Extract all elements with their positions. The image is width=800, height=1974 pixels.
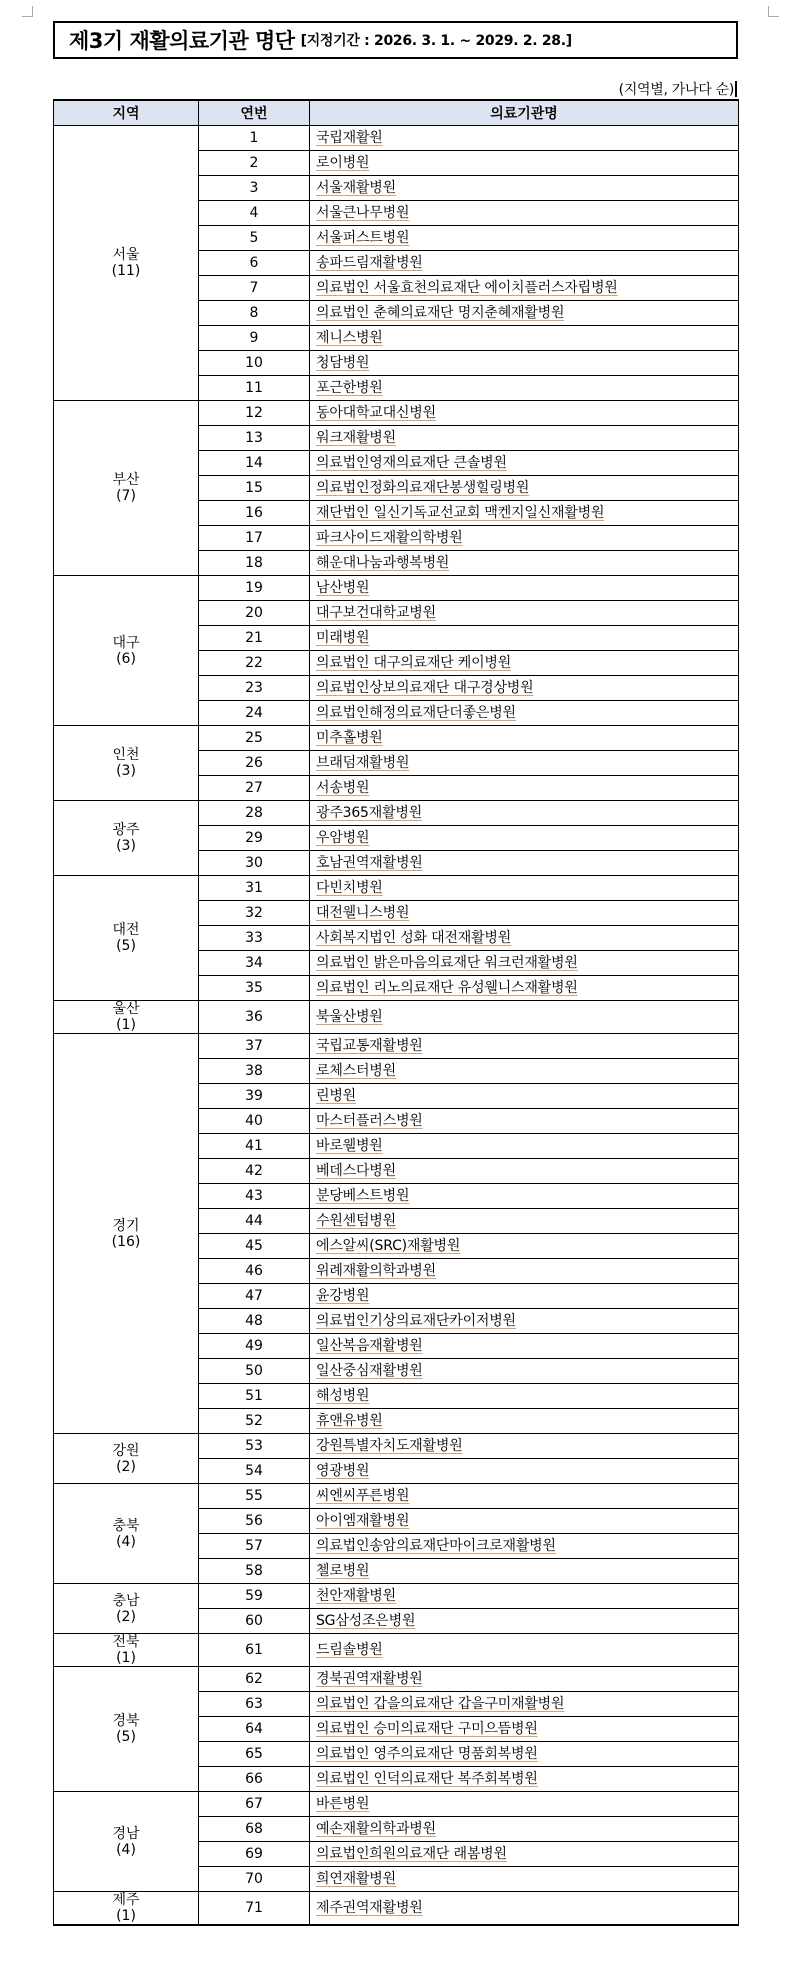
hospital-name: 로이병원: [316, 155, 370, 171]
region-cell: [54, 1484, 199, 1584]
hospital-name-cell: [310, 601, 739, 626]
hospital-name: 씨엔씨푸른병원: [316, 1488, 410, 1504]
table-row: [54, 576, 739, 601]
region-cell: [54, 1434, 199, 1484]
hospital-name-cell: [310, 676, 739, 701]
row-number: 55: [199, 1484, 310, 1509]
hospital-name: 의료법인 갑을의료재단 갑을구미재활병원: [316, 1696, 565, 1712]
hospital-name: 의료법인영재의료재단 큰솔병원: [316, 455, 507, 471]
text-cursor: [735, 81, 737, 97]
region-count: (2): [116, 1458, 136, 1475]
hospital-name: 의료법인 서울효천의료재단 에이치플러스자립병원: [316, 280, 618, 296]
hospital-name: 사회복지법인 성화 대전재활병원: [316, 930, 512, 946]
row-number: 52: [199, 1409, 310, 1434]
region-name: 대전: [112, 922, 140, 938]
region-count: (16): [111, 1233, 141, 1250]
designation-period: [지정기간 : 2026. 3. 1. ~ 2029. 2. 28.]: [300, 33, 572, 49]
table-row: [54, 1792, 739, 1817]
hospital-name: 위례재활의학과병원: [316, 1263, 436, 1279]
hospital-name: 의료법인희원의료재단 래봄병원: [316, 1846, 507, 1862]
hospital-name: 의료법인해정의료재단더좋은병원: [316, 705, 516, 721]
hospital-name: 예손재활의학과병원: [316, 1821, 436, 1837]
region-cell: [54, 876, 199, 1001]
hospital-name: 의료법인정화의료재단봉생힐링병원: [316, 480, 530, 496]
row-number: 33: [199, 926, 310, 951]
hospital-name: 의료법인 리노의료재단 유성웰니스재활병원: [316, 980, 578, 996]
hospital-name-cell: [310, 226, 739, 251]
hospital-name-cell: [310, 1559, 739, 1584]
row-number: 6: [199, 251, 310, 276]
hospital-name-cell: [310, 1334, 739, 1359]
region-cell: [54, 1792, 199, 1892]
row-number: 26: [199, 751, 310, 776]
hospital-name: 분당베스트병원: [316, 1188, 410, 1204]
row-number: 43: [199, 1184, 310, 1209]
row-number: 44: [199, 1209, 310, 1234]
row-number: 39: [199, 1084, 310, 1109]
row-number: 16: [199, 501, 310, 526]
hospital-name-cell: [310, 1767, 739, 1792]
hospital-name: 의료법인 대구의료재단 케이병원: [316, 655, 512, 671]
table-row: [54, 726, 739, 751]
hospital-name: 의료법인 영주의료재단 명품회복병원: [316, 1746, 538, 1762]
hospital-name-cell: [310, 651, 739, 676]
row-number: 51: [199, 1384, 310, 1409]
row-number: 64: [199, 1717, 310, 1742]
hospital-name: 의료법인 밝은마음의료재단 워크런재활병원: [316, 955, 578, 971]
hospital-name: 송파드림재활병원: [316, 255, 423, 271]
hospital-name: 바른병원: [316, 1796, 370, 1812]
region-name: 울산: [112, 1001, 140, 1017]
hospital-name: 의료법인기상의료재단카이저병원: [316, 1313, 516, 1329]
region-name: 충남: [112, 1592, 140, 1609]
region-name: 대구: [112, 634, 140, 651]
row-number: 67: [199, 1792, 310, 1817]
row-number: 66: [199, 1767, 310, 1792]
hospital-name-cell: [310, 1509, 739, 1534]
row-number: 71: [199, 1892, 310, 1926]
hospital-name-cell: [310, 1667, 739, 1692]
hospital-name-cell: [310, 301, 739, 326]
region-count: (3): [116, 763, 136, 779]
hospital-name: 대전웰니스병원: [316, 905, 410, 921]
row-number: 36: [199, 1001, 310, 1034]
title-box: [53, 21, 738, 59]
region-count: (5): [116, 938, 136, 954]
hospital-name: 서울퍼스트병원: [316, 230, 410, 246]
row-number: 15: [199, 476, 310, 501]
region-name: 경북: [112, 1713, 140, 1729]
hospital-name-cell: [310, 1817, 739, 1842]
hospital-name-cell: [310, 451, 739, 476]
hospital-name: 파크사이드재활의학병원: [316, 530, 463, 546]
hospital-name: 제니스병원: [316, 330, 383, 346]
row-number: 34: [199, 951, 310, 976]
region-count: (6): [116, 650, 136, 667]
hospital-name: 윤강병원: [316, 1288, 370, 1304]
hospital-name-cell: [310, 1692, 739, 1717]
row-number: 25: [199, 726, 310, 751]
hospital-name-cell: [310, 801, 739, 826]
hospital-name-cell: [310, 576, 739, 601]
row-number: 24: [199, 701, 310, 726]
hospital-name-cell: [310, 476, 739, 501]
hospital-name-cell: [310, 426, 739, 451]
hospital-name: 에스알씨(SRC)재활병원: [316, 1238, 461, 1254]
hospital-name: 수원센텀병원: [316, 1213, 396, 1229]
row-number: 11: [199, 376, 310, 401]
hospital-name-cell: [310, 826, 739, 851]
hospital-name-cell: [310, 1609, 739, 1634]
row-number: 38: [199, 1059, 310, 1084]
region-name: 충북: [112, 1517, 140, 1534]
hospital-name: 서송병원: [316, 780, 370, 796]
hospital-name-cell: [310, 626, 739, 651]
hospital-name-cell: [310, 1134, 739, 1159]
hospital-name: 의료법인 인덕의료재단 복주회복병원: [316, 1771, 538, 1787]
hospital-name-cell: [310, 1634, 739, 1667]
hospital-name-cell: [310, 1109, 739, 1134]
hospital-name: 의료법인상보의료재단 대구경상병원: [316, 680, 534, 696]
region-cell: [54, 1892, 199, 1926]
hospital-name: 휴앤유병원: [316, 1413, 383, 1429]
row-number: 50: [199, 1359, 310, 1384]
hospital-name: 국립교통재활병원: [316, 1038, 423, 1054]
row-number: 53: [199, 1434, 310, 1459]
hospital-name-cell: [310, 1717, 739, 1742]
hospital-name-cell: [310, 1284, 739, 1309]
row-number: 69: [199, 1842, 310, 1867]
hospital-name: 일산복음재활병원: [316, 1338, 423, 1354]
hospital-name-cell: [310, 1892, 739, 1926]
page-corner-mark-right: [768, 6, 779, 17]
row-number: 48: [199, 1309, 310, 1334]
sort-note-text: (지역별, 가나다 순): [618, 82, 734, 98]
region-cell: [54, 401, 199, 576]
page-corner-mark-left: [22, 6, 33, 17]
region-count: (1): [116, 1650, 136, 1666]
row-number: 54: [199, 1459, 310, 1484]
region-count: (7): [116, 488, 136, 504]
hospital-name-cell: [310, 976, 739, 1001]
row-number: 18: [199, 551, 310, 576]
table-row: [54, 1001, 739, 1034]
hospital-name-cell: [310, 1159, 739, 1184]
hospital-name-cell: [310, 1742, 739, 1767]
header-region: 지역: [54, 100, 199, 126]
hospital-name-cell: [310, 776, 739, 801]
row-number: 19: [199, 576, 310, 601]
hospital-name-cell: [310, 151, 739, 176]
hospital-name: 제주권역재활병원: [316, 1900, 423, 1916]
table-row: [54, 1584, 739, 1609]
region-count: (2): [116, 1608, 136, 1625]
region-name: 서울: [112, 247, 140, 263]
hospital-name-cell: [310, 1584, 739, 1609]
row-number: 8: [199, 301, 310, 326]
table-row: [54, 1484, 739, 1509]
hospital-name-cell: [310, 1534, 739, 1559]
row-number: 30: [199, 851, 310, 876]
row-number: 57: [199, 1534, 310, 1559]
hospital-name-cell: [310, 926, 739, 951]
hospital-name-cell: [310, 126, 739, 151]
hospital-name: 의료법인 춘혜의료재단 명지춘혜재활병원: [316, 305, 565, 321]
table-row: [54, 1667, 739, 1692]
hospital-name-cell: [310, 726, 739, 751]
region-cell: [54, 126, 199, 401]
hospital-name-cell: [310, 1059, 739, 1084]
table-row: [54, 801, 739, 826]
hospital-name: 포근한병원: [316, 380, 383, 396]
hospital-name: 마스터플러스병원: [316, 1113, 423, 1129]
document-title: 제3기 재활의료기관 명단: [69, 29, 295, 53]
hospital-name: 강원특별자치도재활병원: [316, 1438, 463, 1454]
row-number: 58: [199, 1559, 310, 1584]
hospital-name: 청담병원: [316, 355, 370, 371]
region-name: 인천: [112, 747, 140, 763]
row-number: 31: [199, 876, 310, 901]
hospital-name-cell: [310, 201, 739, 226]
hospital-name-cell: [310, 1234, 739, 1259]
hospital-name-cell: [310, 1309, 739, 1334]
table-row: [54, 1634, 739, 1667]
region-cell: [54, 726, 199, 801]
region-name: 제주: [112, 1892, 140, 1908]
region-count: (5): [116, 1729, 136, 1745]
region-count: (4): [116, 1533, 136, 1550]
hospital-name-cell: [310, 1359, 739, 1384]
table-row: [54, 401, 739, 426]
hospital-name-cell: [310, 1842, 739, 1867]
row-number: 40: [199, 1109, 310, 1134]
region-cell: [54, 1667, 199, 1792]
hospital-name: 미추홀병원: [316, 730, 383, 746]
hospital-name: 브래덤재활병원: [316, 755, 410, 771]
row-number: 12: [199, 401, 310, 426]
hospital-name-cell: [310, 1084, 739, 1109]
hospital-name: 남산병원: [316, 580, 370, 596]
hospital-name-cell: [310, 1434, 739, 1459]
row-number: 9: [199, 326, 310, 351]
hospital-name-cell: [310, 1259, 739, 1284]
hospital-name-cell: [310, 901, 739, 926]
header-number: 연번: [199, 100, 310, 126]
hospital-name-cell: [310, 1184, 739, 1209]
row-number: 13: [199, 426, 310, 451]
region-name: 부산: [112, 472, 140, 488]
region-cell: [54, 1584, 199, 1634]
row-number: 4: [199, 201, 310, 226]
hospital-name-cell: [310, 851, 739, 876]
row-number: 17: [199, 526, 310, 551]
row-number: 7: [199, 276, 310, 301]
hospital-name-cell: [310, 1384, 739, 1409]
hospital-name: 서울재활병원: [316, 180, 396, 196]
hospital-name: 국립재활원: [316, 130, 383, 146]
row-number: 41: [199, 1134, 310, 1159]
table-header-row: [54, 100, 739, 126]
region-count: (3): [116, 838, 136, 854]
header-hospital-name: 의료기관명: [310, 100, 739, 126]
region-name: 강원: [112, 1442, 140, 1459]
hospital-name: 우암병원: [316, 830, 370, 846]
row-number: 14: [199, 451, 310, 476]
row-number: 3: [199, 176, 310, 201]
hospital-name-cell: [310, 1792, 739, 1817]
row-number: 35: [199, 976, 310, 1001]
hospital-name: SG삼성조은병원: [316, 1613, 416, 1629]
region-name: 전북: [112, 1634, 140, 1650]
hospital-name-cell: [310, 1867, 739, 1892]
row-number: 47: [199, 1284, 310, 1309]
hospital-name-cell: [310, 551, 739, 576]
row-number: 28: [199, 801, 310, 826]
hospital-name: 동아대학교대신병원: [316, 405, 436, 421]
hospital-name-cell: [310, 1209, 739, 1234]
hospital-name: 다빈치병원: [316, 880, 383, 896]
hospital-name-cell: [310, 1484, 739, 1509]
row-number: 10: [199, 351, 310, 376]
row-number: 56: [199, 1509, 310, 1534]
row-number: 59: [199, 1584, 310, 1609]
row-number: 22: [199, 651, 310, 676]
table-row: [54, 1434, 739, 1459]
hospital-name: 바로웰병원: [316, 1138, 383, 1154]
hospital-name: 아이엠재활병원: [316, 1513, 410, 1529]
hospital-name: 의료법인송암의료재단마이크로재활병원: [316, 1538, 556, 1554]
hospital-name: 천안재활병원: [316, 1588, 396, 1604]
table-row: [54, 876, 739, 901]
hospital-name: 북울산병원: [316, 1009, 383, 1025]
row-number: 62: [199, 1667, 310, 1692]
hospital-table: [53, 99, 739, 1926]
hospital-name-cell: [310, 876, 739, 901]
table-row: [54, 126, 739, 151]
region-cell: [54, 576, 199, 726]
hospital-name-cell: [310, 176, 739, 201]
hospital-name: 재단법인 일신기독교선교회 맥켄지일신재활병원: [316, 505, 605, 521]
region-cell: [54, 801, 199, 876]
hospital-name-cell: [310, 401, 739, 426]
region-count: (1): [116, 1017, 136, 1033]
hospital-name: 로체스터병원: [316, 1063, 396, 1079]
table-row: [54, 1892, 739, 1926]
hospital-name-cell: [310, 326, 739, 351]
region-cell: [54, 1034, 199, 1434]
hospital-name-cell: [310, 526, 739, 551]
row-number: 5: [199, 226, 310, 251]
row-number: 27: [199, 776, 310, 801]
row-number: 37: [199, 1034, 310, 1059]
region-count: (1): [116, 1908, 136, 1924]
table-row: [54, 1034, 739, 1059]
hospital-name: 워크재활병원: [316, 430, 396, 446]
hospital-name: 린병원: [316, 1088, 356, 1104]
region-cell: [54, 1634, 199, 1667]
region-name: 광주: [112, 822, 140, 838]
hospital-name: 대구보건대학교병원: [316, 605, 436, 621]
hospital-name: 해운대나눔과행복병원: [316, 555, 450, 571]
table-body: [54, 126, 739, 1926]
hospital-name: 드림솔병원: [316, 1642, 383, 1658]
row-number: 23: [199, 676, 310, 701]
hospital-name: 경북권역재활병원: [316, 1671, 423, 1687]
hospital-name-cell: [310, 1459, 739, 1484]
hospital-name: 해성병원: [316, 1388, 370, 1404]
hospital-name: 미래병원: [316, 630, 370, 646]
hospital-name-cell: [310, 276, 739, 301]
hospital-name: 일산중심재활병원: [316, 1363, 423, 1379]
row-number: 29: [199, 826, 310, 851]
hospital-name-cell: [310, 951, 739, 976]
row-number: 42: [199, 1159, 310, 1184]
hospital-name: 희연재활병원: [316, 1871, 396, 1887]
row-number: 68: [199, 1817, 310, 1842]
row-number: 70: [199, 1867, 310, 1892]
hospital-name-cell: [310, 351, 739, 376]
hospital-name: 서울큰나무병원: [316, 205, 410, 221]
hospital-name: 호남권역재활병원: [316, 855, 423, 871]
sort-note: [619, 79, 737, 99]
hospital-name: 의료법인 승미의료재단 구미으뜸병원: [316, 1721, 538, 1737]
hospital-name: 첼로병원: [316, 1563, 370, 1579]
row-number: 1: [199, 126, 310, 151]
row-number: 49: [199, 1334, 310, 1359]
row-number: 60: [199, 1609, 310, 1634]
hospital-name-cell: [310, 251, 739, 276]
region-count: (4): [116, 1841, 136, 1858]
hospital-name-cell: [310, 376, 739, 401]
row-number: 32: [199, 901, 310, 926]
region-count: (11): [111, 263, 141, 279]
hospital-name-cell: [310, 501, 739, 526]
row-number: 65: [199, 1742, 310, 1767]
row-number: 45: [199, 1234, 310, 1259]
hospital-name-cell: [310, 1034, 739, 1059]
hospital-name-cell: [310, 1409, 739, 1434]
row-number: 2: [199, 151, 310, 176]
row-number: 20: [199, 601, 310, 626]
region-name: 경기: [112, 1217, 140, 1234]
row-number: 46: [199, 1259, 310, 1284]
row-number: 63: [199, 1692, 310, 1717]
hospital-name: 광주365재활병원: [316, 805, 423, 821]
hospital-name: 영광병원: [316, 1463, 370, 1479]
hospital-name-cell: [310, 1001, 739, 1034]
region-cell: [54, 1001, 199, 1034]
row-number: 21: [199, 626, 310, 651]
region-name: 경남: [112, 1825, 140, 1842]
row-number: 61: [199, 1634, 310, 1667]
hospital-name-cell: [310, 751, 739, 776]
hospital-name: 베데스다병원: [316, 1163, 396, 1179]
hospital-name-cell: [310, 701, 739, 726]
